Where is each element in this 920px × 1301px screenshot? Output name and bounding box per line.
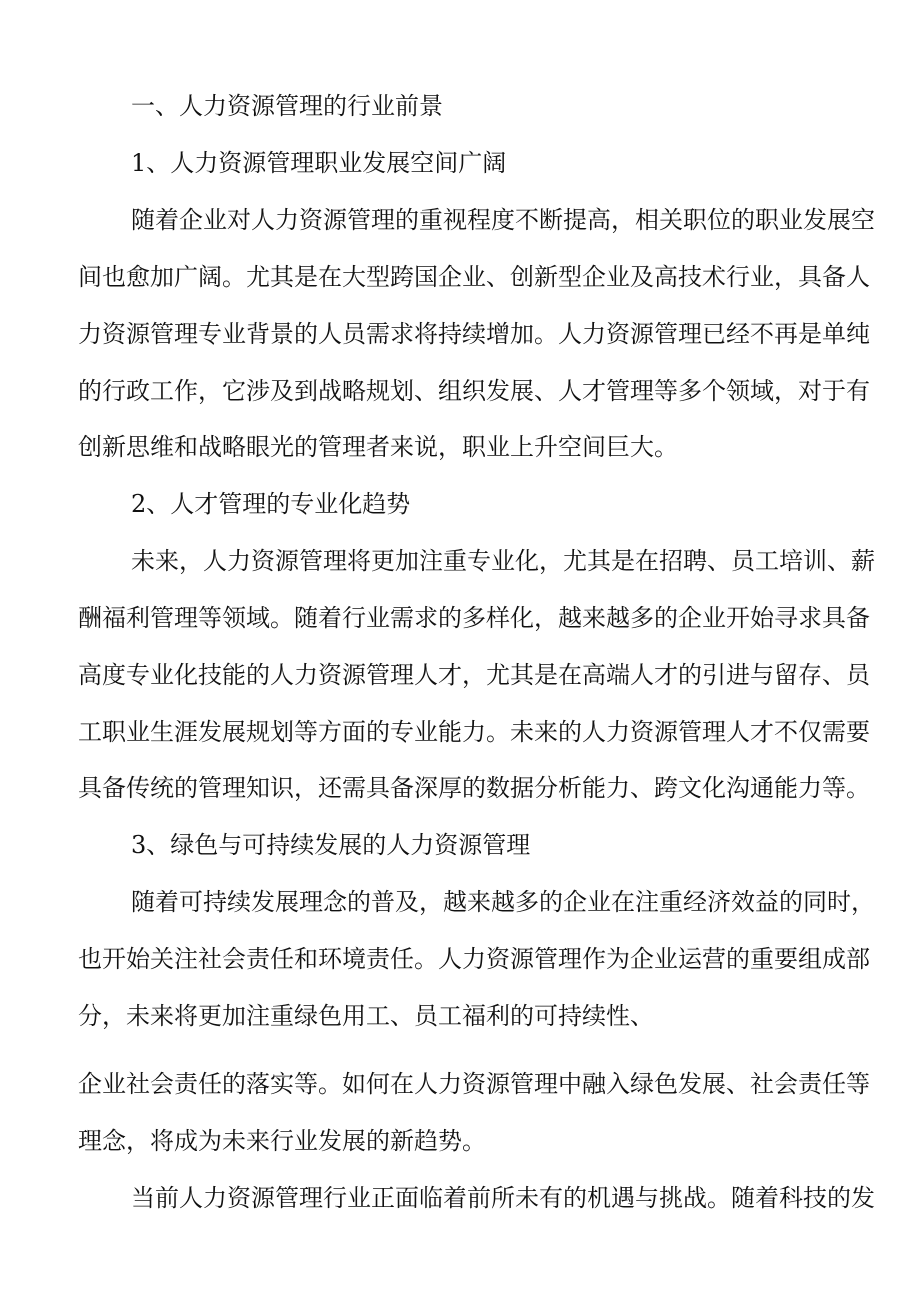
section-1-line: 力资源管理专业背景的人员需求将持续增加。人力资源管理已经不再是单纯 (78, 320, 870, 348)
section-3-line: 企业社会责任的落实等。如何在人力资源管理中融入绿色发展、社会责任等 (78, 1070, 870, 1098)
section-2-line: 工职业生涯发展规划等方面的专业能力。未来的人力资源管理人才不仅需要 (78, 718, 870, 746)
section-2-heading: 2、人才管理的专业化趋势 (131, 490, 411, 518)
section-3-line: 分，未来将更加注重绿色用工、员工福利的可持续性、 (78, 1002, 654, 1030)
section-2-line: 具备传统的管理知识，还需具备深厚的数据分析能力、跨文化沟通能力等。 (78, 774, 870, 802)
section-3-line: 也开始关注社会责任和环境责任。人力资源管理作为企业运营的重要组成部 (78, 945, 870, 973)
section-3-line: 随着可持续发展理念的普及，越来越多的企业在注重经济效益的同时， (131, 888, 875, 916)
section-2-line: 高度专业化技能的人力资源管理人才，尤其是在高端人才的引进与留存、员 (78, 661, 870, 689)
section-1-line: 间也愈加广阔。尤其是在大型跨国企业、创新型企业及高技术行业，具备人 (78, 263, 870, 291)
main-heading: 一、人力资源管理的行业前景 (131, 92, 443, 120)
section-1-line: 随着企业对人力资源管理的重视程度不断提高，相关职位的职业发展空 (131, 206, 875, 234)
section-3-heading: 3、绿色与可持续发展的人力资源管理 (131, 831, 531, 859)
section-2-line: 未来，人力资源管理将更加注重专业化，尤其是在招聘、员工培训、薪 (131, 547, 875, 575)
section-1-heading: 1、人力资源管理职业发展空间广阔 (131, 149, 507, 177)
section-1-line: 创新思维和战略眼光的管理者来说，职业上升空间巨大。 (78, 433, 678, 461)
section-3-line: 理念，将成为未来行业发展的新趋势。 (78, 1127, 486, 1155)
closing-line: 当前人力资源管理行业正面临着前所未有的机遇与挑战。随着科技的发 (131, 1184, 875, 1212)
section-2-line: 酬福利管理等领域。随着行业需求的多样化，越来越多的企业开始寻求具备 (78, 604, 870, 632)
section-1-line: 的行政工作，它涉及到战略规划、组织发展、人才管理等多个领域，对于有 (78, 377, 870, 405)
